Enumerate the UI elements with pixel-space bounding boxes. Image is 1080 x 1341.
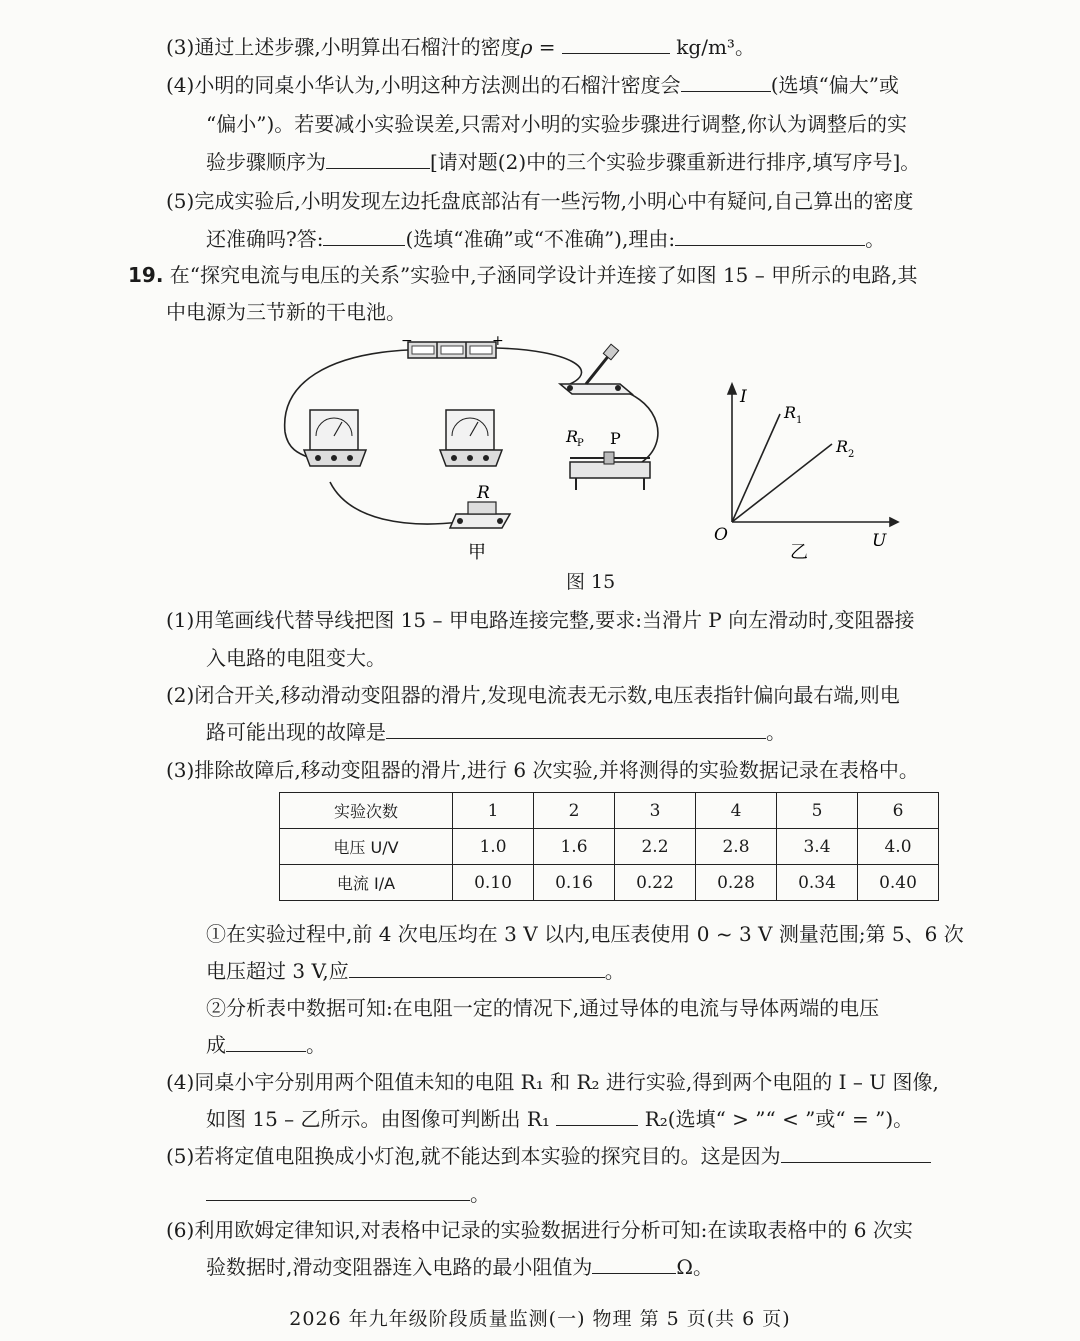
- question-number: 19.: [128, 263, 164, 287]
- q19-p5-line2: 。: [206, 1180, 490, 1208]
- q19-sub1-line1: ①在实验过程中,前 4 次电压均在 3 V 以内,电压表使用 0 ~ 3 V 测量范围;第 5、6 次: [206, 922, 964, 946]
- data-table: [279, 792, 939, 901]
- q19-sub2-line1: ②分析表中数据可知:在电阻一定的情况下,通过导体的电流与导体两端的电压: [206, 996, 880, 1020]
- graph-line1-label: R: [784, 403, 797, 422]
- wire: [496, 348, 582, 384]
- answer-blank[interactable]: [781, 1144, 931, 1163]
- switch-icon: [560, 344, 632, 394]
- q19-p1-line2: 入电路的电阻变大。: [206, 646, 386, 670]
- slider-label: P: [610, 429, 621, 448]
- graph-x-label: U: [872, 531, 887, 551]
- table-row-label: 电压 U/V: [280, 829, 453, 865]
- q19-p4-line2: 如图 15 – 乙所示。由图像可判断出 R₁ R₂(选填“ > ”“ < ”或“ = ”)。: [206, 1107, 914, 1131]
- q18-p5-line1: (5)完成实验后,小明发现左边托盘底部沾有一些污物,小明心中有疑问,自己算出的密度: [166, 189, 914, 213]
- voltmeter-icon: [440, 410, 502, 466]
- line-r1: [732, 414, 780, 522]
- q19-p3-line1: (3)排除故障后,移动变阻器的滑片,进行 6 次实验,并将测得的实验数据记录在表格中。: [166, 758, 919, 782]
- q18-p4-line2: “偏小”)。若要减小实验误差,只需对小明的实验步骤进行调整,你认为调整后的实: [206, 112, 907, 136]
- line-r2: [732, 444, 832, 522]
- rheostat-label: R: [566, 427, 579, 446]
- y-axis-arrow: [728, 384, 736, 394]
- rheostat-label-sub: P: [577, 438, 584, 449]
- answer-blank[interactable]: [206, 1182, 470, 1201]
- q19-p5-line1: (5)若将定值电阻换成小灯泡,就不能达到本实验的探究目的。这是因为: [166, 1142, 931, 1170]
- figure-left-label: 甲: [468, 542, 486, 563]
- wire: [620, 390, 658, 462]
- iu-graph: [728, 384, 898, 526]
- q19-p1-line1: (1)用笔画线代替导线把图 15 – 甲电路连接完整,要求:当滑片 P 向左滑动时,变阻器接: [166, 608, 915, 632]
- table-header-cell: 实验次数: [280, 793, 453, 829]
- answer-blank[interactable]: [323, 227, 405, 246]
- battery-icon: [408, 342, 496, 358]
- figure-right-label: 乙: [790, 542, 808, 563]
- graph-origin: O: [714, 525, 728, 545]
- figure-caption: 图 15: [566, 571, 616, 593]
- q18-p4-line1: (4)小明的同桌小华认为,小明这种方法测出的石榴汁密度会 (选填“偏大”或: [166, 73, 899, 97]
- q19-p2-line1: (2)闭合开关,移动滑动变阻器的滑片,发现电流表无示数,电压表指针偏向最右端,则电: [166, 683, 900, 707]
- q19-p4-line1: (4)同桌小宇分别用两个阻值未知的电阻 R₁ 和 R₂ 进行实验,得到两个电阻的 I – U 图像,: [166, 1070, 939, 1094]
- table-row-label: 电流 I/A: [280, 865, 453, 901]
- battery-minus: −: [401, 333, 413, 349]
- answer-blank[interactable]: [349, 959, 605, 978]
- resistor-label: R: [477, 483, 490, 503]
- wire: [330, 482, 460, 524]
- q18-p3-line: (3)通过上述步骤,小明算出石榴汁的密度ρ = kg/m³。: [166, 35, 755, 59]
- answer-blank[interactable]: [226, 1033, 306, 1052]
- graph-line1-sub: 1: [796, 415, 803, 426]
- answer-blank[interactable]: [556, 1107, 638, 1126]
- graph-line2-sub: 2: [848, 449, 855, 460]
- table-row: 实验次数 1 2 3 4 5 6: [280, 793, 939, 829]
- ammeter-icon: [304, 410, 366, 466]
- q19-p2-line2: 路可能出现的故障是 。: [206, 720, 786, 744]
- graph-y-label: I: [740, 387, 747, 407]
- table-row: 电压 U/V 1.0 1.6 2.2 2.8 3.4 4.0: [280, 829, 939, 865]
- answer-blank[interactable]: [326, 150, 430, 169]
- answer-blank[interactable]: [675, 227, 865, 246]
- battery-plus: +: [492, 333, 504, 349]
- q19-p6-line1: (6)利用欧姆定律知识,对表格中记录的实验数据进行分析可知:在读取表格中的 6 次实: [166, 1218, 913, 1242]
- graph-line2-label: R: [836, 437, 849, 456]
- table-row: 电流 I/A 0.10 0.16 0.22 0.28 0.34 0.40: [280, 865, 939, 901]
- q19-stem-line1: 19. 在“探究电流与电压的关系”实验中,子涵同学设计并连接了如图 15 – 甲所示的电路,其: [128, 263, 918, 287]
- q19-p6-line2: 验数据时,滑动变阻器连入电路的最小阻值为 Ω。: [206, 1255, 713, 1279]
- circuit-figure: [270, 332, 930, 564]
- q18-p4-line3: 验步骤顺序为 [请对题(2)中的三个实验步骤重新进行排序,填写序号]。: [206, 150, 921, 174]
- page-footer: 2026 年九年级阶段质量监测(一) 物理 第 5 页(共 6 页): [289, 1308, 791, 1330]
- answer-blank[interactable]: [592, 1255, 676, 1274]
- q19-sub1-line2: 电压超过 3 V,应 。: [206, 959, 625, 983]
- q19-sub2-line2: 成 。: [206, 1033, 326, 1057]
- answer-blank[interactable]: [681, 73, 771, 92]
- q18-p5-line2: 还准确吗?答: (选填“准确”或“不准确”),理由: 。: [206, 227, 886, 251]
- x-axis-arrow: [890, 518, 898, 526]
- q19-stem-line2: 中电源为三节新的干电池。: [166, 300, 406, 324]
- answer-blank[interactable]: [562, 35, 670, 54]
- rheostat-icon: [570, 452, 650, 490]
- resistor-icon: [450, 502, 510, 528]
- answer-blank[interactable]: [386, 720, 766, 739]
